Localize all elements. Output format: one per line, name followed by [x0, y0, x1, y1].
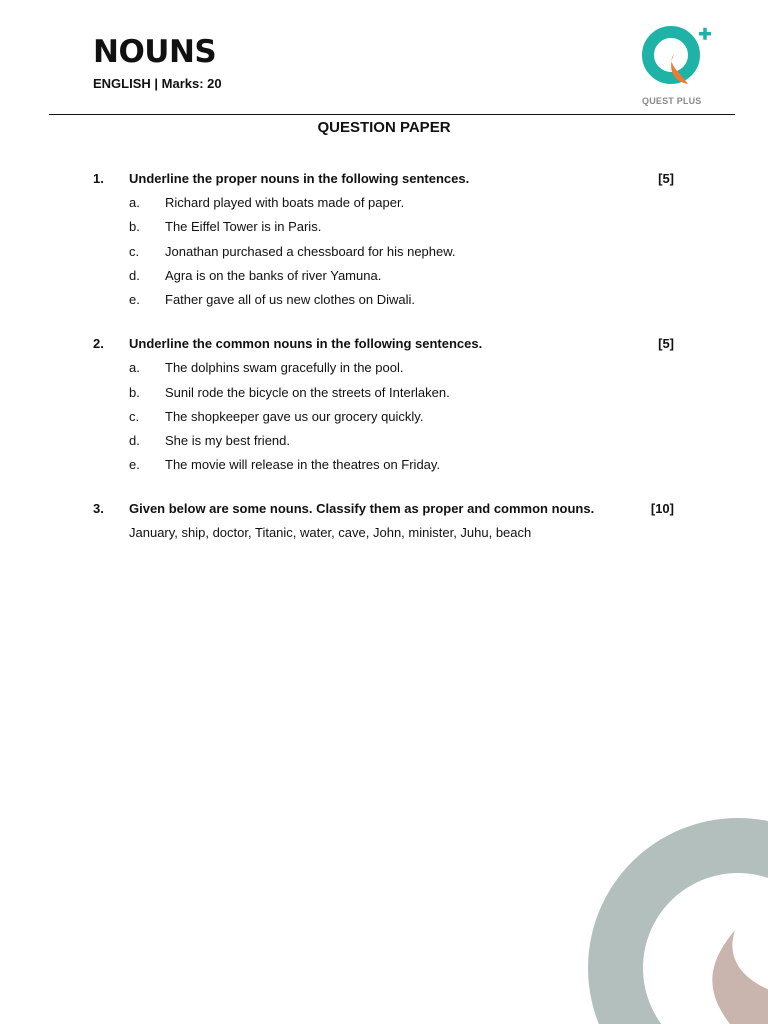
subject-marks-line: ENGLISH | Marks: 20: [93, 76, 222, 91]
question-marks: [10]: [650, 501, 674, 516]
page-title: NOUNS: [93, 34, 217, 70]
item-letter: e.: [129, 292, 140, 307]
question-marks: [5]: [658, 171, 674, 186]
question-number: 1.: [93, 171, 104, 186]
item-text: The shopkeeper gave us our grocery quickly.: [165, 409, 424, 424]
item-text: Sunil rode the bicycle on the streets of Interlaken.: [165, 385, 450, 400]
question-text: Underline the proper nouns in the following sentences.: [129, 171, 470, 186]
question-marks: [5]: [658, 336, 674, 351]
item-letter: b.: [129, 385, 140, 400]
item-text: The movie will release in the theatres on Friday.: [165, 457, 441, 472]
item-letter: e.: [129, 457, 140, 472]
item-text: Jonathan purchased a chessboard for his nephew.: [165, 244, 456, 259]
item-letter: d.: [129, 433, 140, 448]
logo-text: QUEST PLUS: [642, 96, 702, 106]
item-letter: c.: [129, 409, 140, 424]
question-number: 3.: [93, 501, 104, 516]
quest-plus-logo-icon: [636, 24, 716, 86]
question-paper-heading: QUESTION PAPER: [317, 119, 451, 136]
noun-list: January, ship, doctor, Titanic, water, cave, John, minister, Juhu, beach: [129, 525, 532, 540]
item-text: The dolphins swam gracefully in the pool.: [165, 360, 404, 375]
item-text: The Eiffel Tower is in Paris.: [165, 219, 322, 234]
item-text: Agra is on the banks of river Yamuna.: [165, 268, 382, 283]
item-text: She is my best friend.: [165, 433, 290, 448]
item-letter: c.: [129, 244, 140, 259]
item-letter: b.: [129, 219, 140, 234]
item-letter: a.: [129, 360, 140, 375]
question-text: Underline the common nouns in the following sentences.: [129, 336, 483, 351]
quest-plus-watermark-icon: [560, 790, 768, 1024]
item-letter: d.: [129, 268, 140, 283]
header-divider: [49, 114, 735, 115]
item-text: Father gave all of us new clothes on Diwali.: [165, 292, 416, 307]
question-number: 2.: [93, 336, 104, 351]
question-text: Given below are some nouns. Classify them as proper and common nouns.: [129, 501, 595, 516]
item-letter: a.: [129, 195, 140, 210]
item-text: Richard played with boats made of paper.: [165, 195, 405, 210]
